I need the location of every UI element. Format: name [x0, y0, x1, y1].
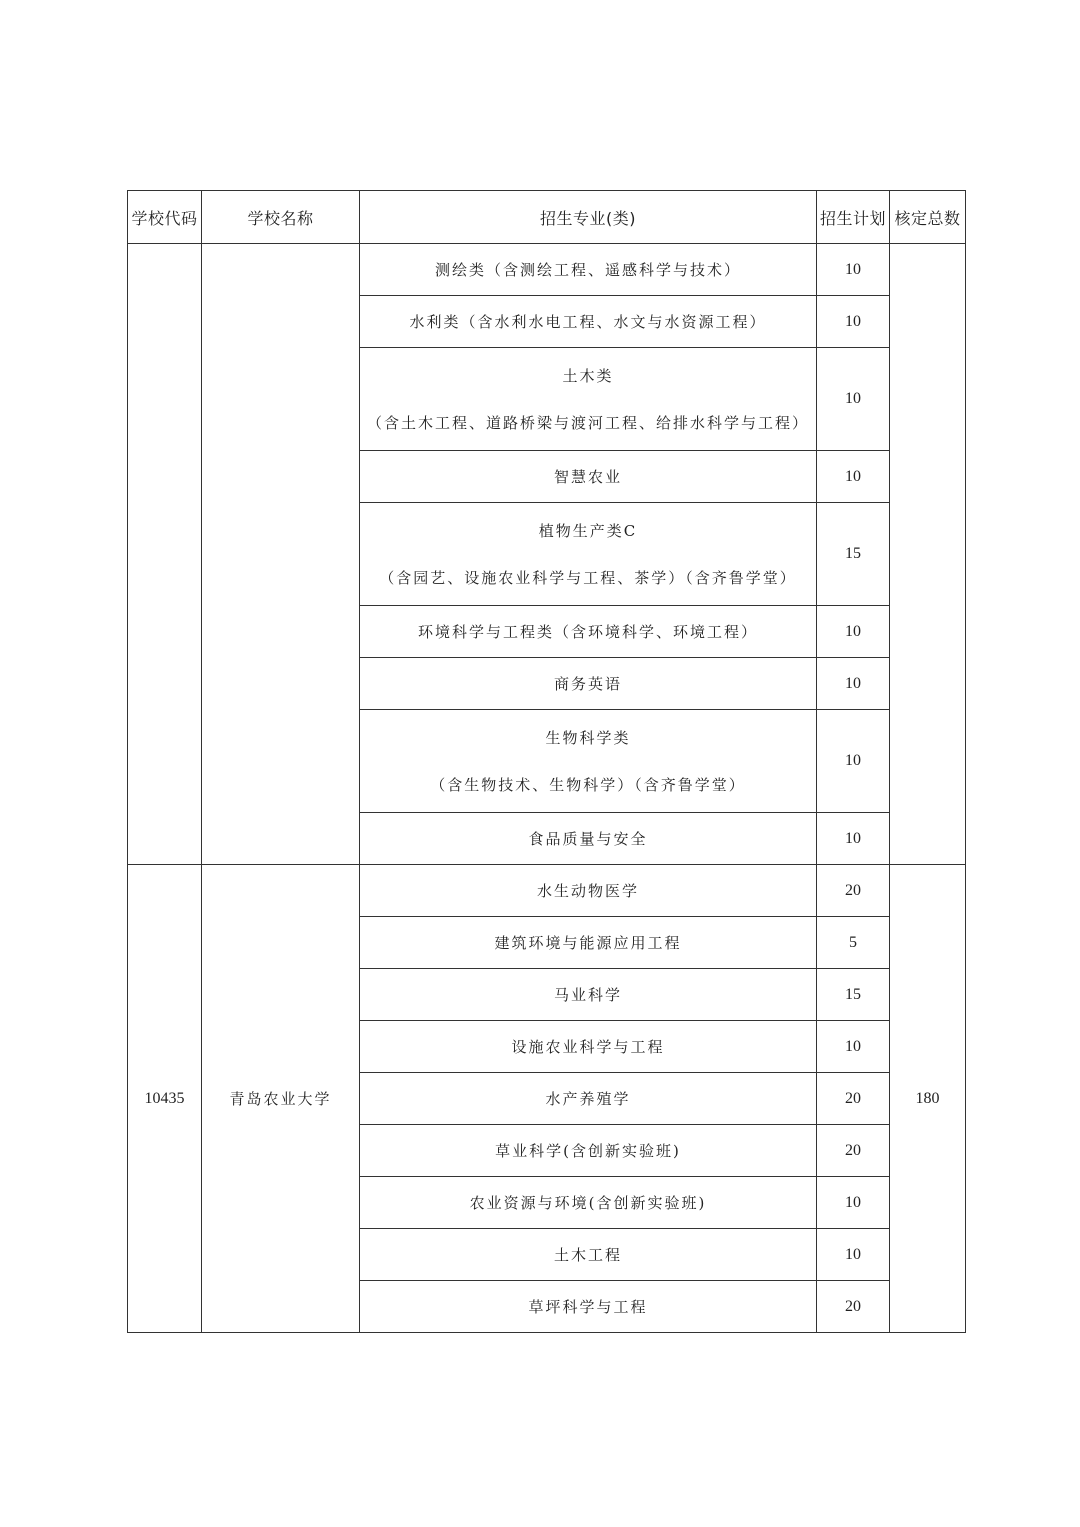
plan-cell: 10 [817, 813, 890, 865]
major-cell: 马业科学 [360, 969, 817, 1021]
plan-cell: 10 [817, 1177, 890, 1229]
major-cell: 植物生产类C （含园艺、设施农业科学与工程、茶学）（含齐鲁学堂） [360, 503, 817, 606]
major-cell: 设施农业科学与工程 [360, 1021, 817, 1073]
table-row [128, 244, 966, 296]
total-cell: 180 [890, 865, 966, 1333]
plan-cell: 5 [817, 917, 890, 969]
plan-cell: 20 [817, 1073, 890, 1125]
plan-cell: 10 [817, 348, 890, 451]
header-major: 招生专业(类) [360, 191, 817, 244]
plan-cell: 10 [817, 606, 890, 658]
school-code-cell-empty [128, 244, 202, 865]
enrollment-table [127, 190, 966, 1333]
header-school-name: 学校名称 [202, 191, 360, 244]
major-cell: 农业资源与环境(含创新实验班) [360, 1177, 817, 1229]
major-cell: 土木工程 [360, 1229, 817, 1281]
major-cell: 土木类 （含土木工程、道路桥梁与渡河工程、给排水科学与工程） [360, 348, 817, 451]
plan-cell: 20 [817, 1281, 890, 1333]
plan-cell: 15 [817, 969, 890, 1021]
plan-cell: 10 [817, 658, 890, 710]
school-name-cell-empty [202, 244, 360, 865]
major-cell: 生物科学类 （含生物技术、生物科学）（含齐鲁学堂） [360, 710, 817, 813]
major-cell: 水生动物医学 [360, 865, 817, 917]
plan-cell: 15 [817, 503, 890, 606]
major-cell: 水利类（含水利水电工程、水文与水资源工程） [360, 296, 817, 348]
header-plan: 招生计划 [817, 191, 890, 244]
total-cell-empty [890, 244, 966, 865]
plan-cell: 10 [817, 710, 890, 813]
table-row [128, 865, 966, 917]
plan-cell: 10 [817, 244, 890, 296]
major-cell: 环境科学与工程类（含环境科学、环境工程） [360, 606, 817, 658]
major-cell: 食品质量与安全 [360, 813, 817, 865]
header-school-code: 学校代码 [128, 191, 202, 244]
major-cell: 测绘类（含测绘工程、遥感科学与技术） [360, 244, 817, 296]
major-cell: 草坪科学与工程 [360, 1281, 817, 1333]
header-row [128, 191, 966, 244]
header-total: 核定总数 [890, 191, 966, 244]
school-name-cell: 青岛农业大学 [202, 865, 360, 1333]
plan-cell: 10 [817, 1229, 890, 1281]
school-code-cell: 10435 [128, 865, 202, 1333]
plan-cell: 10 [817, 451, 890, 503]
major-cell: 商务英语 [360, 658, 817, 710]
plan-cell: 20 [817, 1125, 890, 1177]
plan-cell: 20 [817, 865, 890, 917]
plan-cell: 10 [817, 1021, 890, 1073]
major-cell: 智慧农业 [360, 451, 817, 503]
major-cell: 水产养殖学 [360, 1073, 817, 1125]
major-cell: 建筑环境与能源应用工程 [360, 917, 817, 969]
plan-cell: 10 [817, 296, 890, 348]
major-cell: 草业科学(含创新实验班) [360, 1125, 817, 1177]
